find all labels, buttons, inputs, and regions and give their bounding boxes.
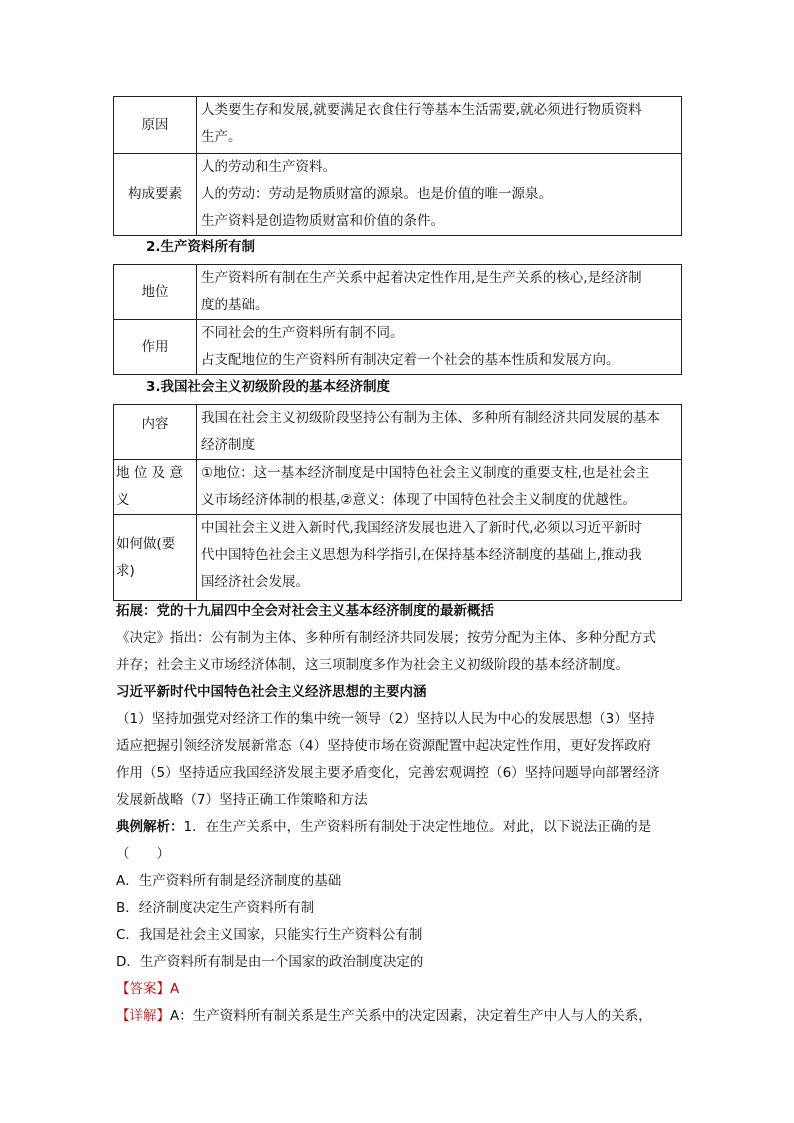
row-label: 如何做(要 求) bbox=[114, 515, 197, 601]
row-content: ①地位：这一基本经济制度是中国特色社会主义制度的重要支柱,也是社会主 义市场经济体制的根基,②意义：体现了中国特色社会主义制度的优越性。 bbox=[197, 460, 682, 515]
table-production-basics bbox=[113, 96, 682, 236]
expand-title: 拓展：党的十九届四中全会对社会主义基本经济制度的最新概括 bbox=[116, 603, 494, 619]
detail-line bbox=[116, 1003, 686, 1030]
detail-text: A：生产资料所有制关系是生产关系中的决定因素，决定着生产中人与人的关系， bbox=[170, 1008, 652, 1024]
table-ownership bbox=[113, 264, 682, 375]
row-content: 我国在社会主义初级阶段坚持公有制为主体、多种所有制经济共同发展的基本 经济制度 bbox=[197, 405, 682, 460]
row-content: 不同社会的生产资料所有制不同。 占支配地位的生产资料所有制决定着一个社会的基本性质和发展方向。 bbox=[197, 320, 682, 375]
xi-line: 发展新战略（7）坚持正确工作策略和方法 bbox=[116, 792, 368, 808]
row-content: 人的劳动和生产资料。 人的劳动：劳动是物质财富的源泉。也是价值的唯一源泉。 生产资料是创造物质财富和价值的条件。 bbox=[197, 154, 682, 236]
example-label: 典例解析： bbox=[116, 819, 184, 835]
example-question: 典例解析：1．在生产关系中，生产资料所有制处于决定性地位。对此，以下说法正确的是 bbox=[116, 819, 652, 835]
table-row bbox=[114, 154, 682, 236]
expand-line: 并存；社会主义市场经济体制，这三项制度多作为社会主义初级阶段的基本经济制度。 bbox=[116, 657, 629, 673]
row-label: 地 位 及 意 义 bbox=[114, 460, 197, 515]
option-d: D．生产资料所有制是由一个国家的政治制度决定的 bbox=[116, 954, 424, 970]
row-label: 构成要素 bbox=[114, 154, 197, 236]
table-row bbox=[114, 405, 682, 460]
row-content: 中国社会主义进入新时代,我国经济发展也进入了新时代,必须以习近平新时 代中国特色社会主义思想为科学指引,在保持基本经济制度的基础上,推动我 国经济社会发展。 bbox=[197, 515, 682, 601]
expand-section bbox=[116, 598, 686, 1030]
answer-label: 【答案】 bbox=[116, 981, 170, 997]
xi-line: （1）坚持加强党对经济工作的集中统一领导（2）坚持以人民为中心的发展思想（3）坚持 bbox=[116, 711, 655, 727]
xi-title: 习近平新时代中国特色社会主义经济思想的主要内涵 bbox=[116, 684, 427, 700]
xi-line: 适应把握引领经济发展新常态（4）坚持使市场在资源配置中起决定性作用，更好发挥政府 bbox=[116, 738, 652, 754]
option-a: A．生产资料所有制是经济制度的基础 bbox=[116, 873, 342, 889]
expand-line: 《决定》指出：公有制为主体、多种所有制经济共同发展；按劳分配为主体、多种分配方式 bbox=[116, 630, 656, 646]
xi-line: 作用（5）坚持适应我国经济发展主要矛盾变化，完善宏观调控（6）坚持问题导向部署经济 bbox=[116, 765, 660, 781]
detail-label: 【详解】 bbox=[116, 1008, 170, 1024]
section-heading-3: 3.我国社会主义初级阶段的基本经济制度 bbox=[146, 379, 391, 395]
row-content: 生产资料所有制在生产关系中起着决定性作用,是生产关系的核心,是经济制 度的基础。 bbox=[197, 265, 682, 320]
row-label: 内容 bbox=[114, 405, 197, 460]
section-heading-2: 2.生产资料所有制 bbox=[146, 239, 256, 255]
example-blank: （ ） bbox=[116, 846, 170, 862]
table-row bbox=[114, 265, 682, 320]
table-row bbox=[114, 97, 682, 154]
option-b: B．经济制度决定生产资料所有制 bbox=[116, 900, 315, 916]
table-basic-economic-system bbox=[113, 404, 682, 601]
answer-line bbox=[116, 976, 686, 1003]
option-c: C．我国是社会主义国家，只能实行生产资料公有制 bbox=[116, 927, 423, 943]
row-label: 地位 bbox=[114, 265, 197, 320]
table-row bbox=[114, 320, 682, 375]
row-label: 作用 bbox=[114, 320, 197, 375]
table-row bbox=[114, 515, 682, 601]
table-row bbox=[114, 460, 682, 515]
row-content: 人类要生存和发展,就要满足衣食住行等基本生活需要,就必须进行物质资料 生产。 bbox=[197, 97, 682, 154]
row-label: 原因 bbox=[114, 97, 197, 154]
answer-value: A bbox=[170, 981, 180, 997]
